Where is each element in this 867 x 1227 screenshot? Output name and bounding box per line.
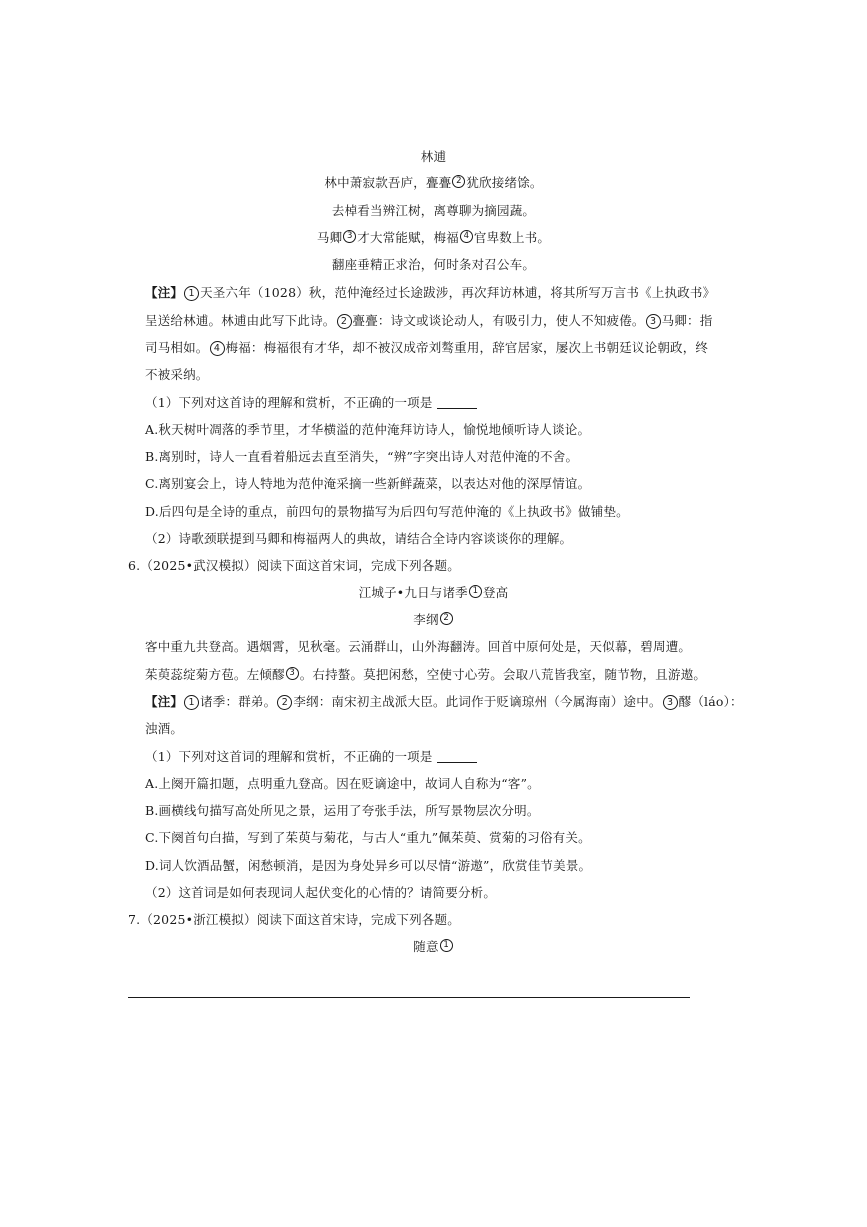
question-1-2: （2）诗歌颈联提到马卿和梅福两人的典故，请结合全诗内容谈谈你的理解。 (145, 531, 573, 546)
note-number: 2 (337, 314, 352, 329)
option-d: D.后四句是全诗的重点，前四句的景物描写为后四句写范仲淹的《上执政书》做铺垫。 (145, 504, 629, 519)
poem-line-4: 翻座垂精正求治，何时条对召公车。 (331, 257, 536, 272)
footnote-marker: 2 (440, 612, 453, 625)
option-a: A.上阕开篇扣题，点明重九登高。因在贬谪途中，故词人自称为“客”。 (145, 776, 540, 791)
option-d: D.词人饮酒品蟹，闲愁顿消，是因为身处异乡可以尽情“游遨”，欣赏佳节美景。 (145, 858, 592, 873)
note-number: 3 (663, 695, 678, 710)
poem-line-3: 马卿 3 才大常能赋，梅福 4 官卑数上书。 (316, 230, 551, 245)
ci-text-2: 茱萸蕊绽菊方苞。左倾醪 3 。右持螯。莫把闲愁，空使寸心劳。会取八荒皆我室，随节物，且游遨。 (145, 667, 707, 682)
question-6-2: （2）这首词是如何表现词人起伏变化的心情的？请简要分析。 (145, 885, 497, 900)
question-7-header: 7.（2025•浙江模拟）阅读下面这首宋诗，完成下列各题。 (128, 912, 460, 927)
note-number: 1 (184, 695, 199, 710)
footnote-marker: 2 (452, 175, 465, 188)
question-6-header: 6.（2025•武汉模拟）阅读下面这首宋词，完成下列各题。 (128, 558, 460, 573)
page-footer-rule (128, 997, 690, 998)
footnote-marker: 1 (440, 939, 453, 952)
answer-blank[interactable] (437, 752, 477, 763)
poem-7-title: 随意 1 (0, 938, 867, 956)
footnote-marker: 3 (343, 230, 356, 243)
poem-note-line-1: 【注】 1 天圣六年（1028）秋，范仲淹经过长途跋涉，再次拜访林逋，将其所写万言书《上执政书》 (145, 285, 716, 300)
ci-text-1: 客中重九共登高。遇烟霄，见秋毫。云涌群山，山外海翻涛。回首中原何处是，天似幕，碧周遭。 (145, 639, 692, 654)
poem-line-1: 林中萧寂款吾庐，亹亹 2 犹欣接绪馀。 (324, 175, 543, 190)
note-number: 1 (184, 286, 199, 301)
poem-note-line-3: 司马相如。 4 梅福：梅福很有才华，却不被汉成帝刘骜重用，辞官居家，屡次上书朝廷议论朝政，终 (145, 340, 709, 355)
poem-line-2: 去棹看当辨江树，离尊聊为摘园蔬。 (331, 203, 536, 218)
ci-note-line-1: 【注】 1 诸季：群弟。 2 李纲：南宋初主战派大臣。此词作于贬谪琼州（今属海南）途中。 3 醪（láo）： (145, 694, 743, 709)
note-number: 4 (210, 341, 225, 356)
footnote-marker: 4 (460, 230, 473, 243)
ci-note-line-2: 浊酒。 (145, 721, 184, 736)
option-a: A.秋天树叶凋落的季节里，才华横溢的范仲淹拜访诗人，愉悦地倾听诗人谈论。 (145, 422, 591, 437)
poem-title: 林逋 (420, 149, 447, 164)
answer-blank[interactable] (437, 398, 477, 409)
option-b: B.离别时，诗人一直看着船远去直至消失，“辨”字突出诗人对范仲淹的不舍。 (145, 449, 579, 464)
question-6-1: （1）下列对这首词的理解和赏析，不正确的一项是 (145, 748, 477, 766)
note-number: 3 (646, 314, 661, 329)
poem-note-line-2: 呈送给林逋。林逋由此写下此诗。 2 亹亹：诗文或谈论动人，有吸引力，使人不知疲倦。 3 马卿：指 (145, 313, 713, 328)
option-b: B.画横线句描写高处所见之景，运用了夸张手法，所写景物层次分明。 (145, 803, 540, 818)
question-1-1: （1）下列对这首诗的理解和赏析，不正确的一项是 (145, 394, 477, 412)
option-c: C.下阕首句白描，写到了茱萸与菊花，与古人“重九”佩茱萸、赏菊的习俗有关。 (145, 830, 591, 845)
option-c: C.离别宴会上，诗人特地为范仲淹采摘一些新鲜蔬菜，以表达对他的深厚情谊。 (145, 476, 591, 491)
footnote-marker: 1 (469, 585, 482, 598)
note-number: 2 (277, 695, 292, 710)
footnote-marker: 3 (286, 667, 299, 680)
poem-note-line-4: 不被采纳。 (145, 367, 209, 382)
ci-title: 江城子•九日与诸季 1 登高 (358, 585, 509, 600)
ci-author: 李纲 2 (0, 611, 867, 629)
